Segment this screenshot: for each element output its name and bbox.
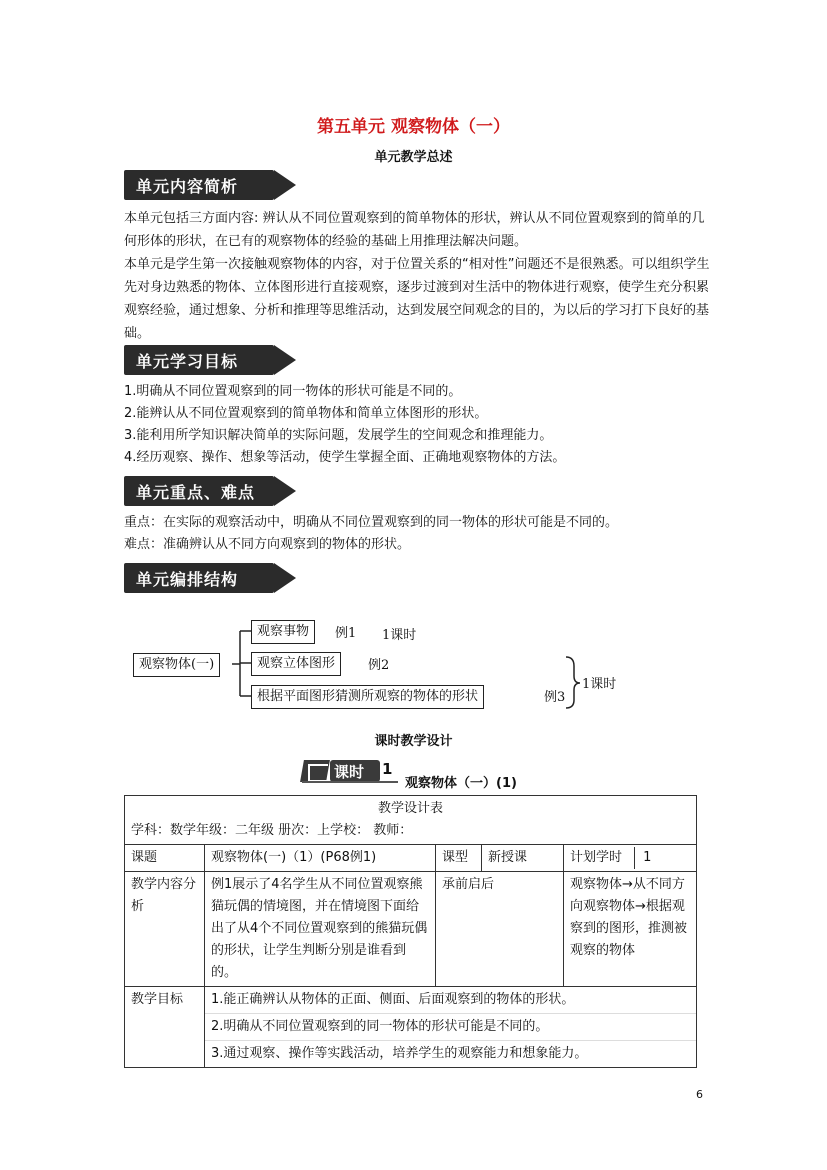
page-number: 6 — [696, 1088, 703, 1101]
table-row — [125, 820, 697, 845]
planned-hours-label: 计划学时 — [570, 850, 623, 865]
planned-hours-value: 1 — [634, 847, 651, 869]
goal-item: 4.经历观察、操作、想象等活动，使学生掌握全面、正确地观察物体的方法。 — [124, 450, 566, 465]
diagram-hours: 1课时 — [382, 628, 417, 643]
goal-item: 3.能利用所学知识解决简单的实际问题，发展学生的空间观念和推理能力。 — [124, 428, 553, 443]
table-cell: 教学内容分析 — [125, 872, 205, 987]
diagram-example: 例3 — [544, 690, 566, 705]
table-cell: 例1展示了4名学生从不同位置观察熊猫玩偶的情境图，并在情境图下面给出了从4个不同位置观察到的熊猫玩偶的形状，让学生判断分别是谁看到的。 — [205, 872, 436, 987]
section-heading: 单元学习目标 — [136, 352, 239, 371]
lesson-badge-number: 1 — [382, 760, 393, 778]
lesson-badge-text: 课时 — [334, 763, 365, 781]
section-heading: 单元内容简析 — [136, 177, 239, 196]
diagram-example: 例2 — [368, 658, 390, 673]
content-paragraph-2: 本单元是学生第一次接触观察物体的内容，对于位置关系的“相对性”问题还不是很熟悉。可以组织学生先对身边熟悉的物体、立体图形进行直接观察，逐步过渡到对生活中的物体进行观察，使学生充分积累观察经验，通过想象、分析和推理等思维活动，达到发展空间观念的目的，为以后的学习打下良好的基础。 — [124, 257, 710, 341]
table-cell: 课题 — [125, 845, 205, 872]
table-cell: 课型 — [436, 845, 482, 872]
diagram-example: 例1 — [335, 626, 357, 641]
table-meta: 学科：数学年级：二年级 册次：上学校： 教师： — [125, 820, 697, 845]
lesson-badge-icon — [302, 758, 398, 784]
page-title: 第五单元 观察物体（一） — [317, 117, 510, 137]
section-heading: 单元编排结构 — [136, 570, 239, 589]
page-subtitle: 单元教学总述 — [374, 150, 453, 165]
goal-item: 1.明确从不同位置观察到的同一物体的形状可能是不同的。 — [124, 384, 462, 399]
diagram-hours: 1课时 — [582, 677, 617, 692]
table-row — [125, 987, 697, 1068]
table-cell — [564, 845, 697, 872]
table-cell: 承前启后 — [436, 872, 564, 987]
objective-item: 2.明确从不同位置观察到的同一物体的形状可能是不同的。 — [205, 1014, 696, 1041]
difficulty-point: 难点：准确辨认从不同方向观察到的物体的形状。 — [124, 537, 411, 552]
diagram-root-node: 观察物体(一) — [133, 653, 220, 677]
table-cell: 教学目标 — [125, 987, 205, 1068]
table-row — [125, 872, 697, 987]
goal-item: 2.能辨认从不同位置观察到的简单物体和简单立体图形的形状。 — [124, 406, 488, 421]
objective-item: 3.通过观察、操作等实践活动，培养学生的观察能力和想象能力。 — [211, 1046, 588, 1061]
table-cell: 新授课 — [482, 845, 564, 872]
table-cell — [205, 987, 697, 1068]
table-row — [125, 796, 697, 821]
table-header: 教学设计表 — [125, 796, 697, 821]
table-row — [125, 845, 697, 872]
lesson-title: 观察物体（一）(1) — [405, 776, 517, 791]
section-heading: 单元重点、难点 — [136, 483, 256, 502]
design-table — [124, 795, 697, 1068]
diagram-branch-node: 观察事物 — [251, 620, 315, 644]
table-cell: 观察物体→从不同方向观察物体→根据观察到的图形，推测被观察的物体 — [564, 872, 697, 987]
diagram-branch-node: 根据平面图形猜测所观察的物体的形状 — [251, 685, 484, 709]
diagram-branch-node: 观察立体图形 — [251, 652, 341, 676]
content-paragraph-1: 本单元包括三方面内容: 辨认从不同位置观察到的简单物体的形状，辨认从不同位置观察到的简单的几何形体的形状，在已有的观察物体的经验的基础上用推理法解决问题。 — [124, 211, 705, 249]
table-cell: 观察物体(一)（1）(P68例1) — [205, 845, 436, 872]
lesson-design-title: 课时教学设计 — [374, 734, 453, 749]
key-point: 重点：在实际的观察活动中，明确从不同位置观察到的同一物体的形状可能是不同的。 — [124, 515, 619, 530]
objective-item: 1.能正确辨认从物体的正面、侧面、后面观察到的物体的形状。 — [205, 987, 696, 1014]
